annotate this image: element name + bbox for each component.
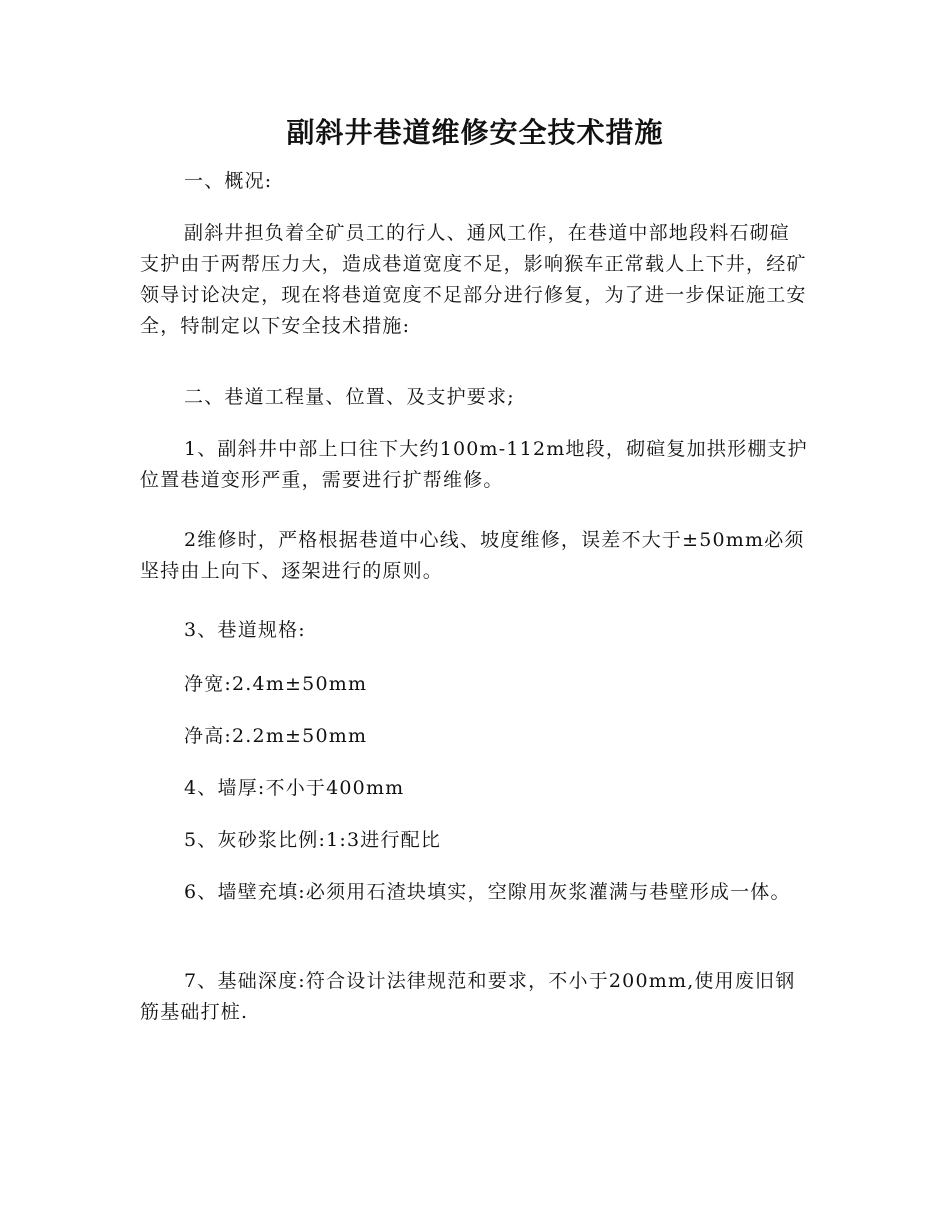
requirement-item-4: 4、墙厚:不小于400mm	[184, 777, 405, 799]
document-title: 副斜井巷道维修安全技术措施	[286, 116, 664, 149]
requirement-item-1: 1、副斜井中部上口往下大约100m-112m地段，砌碹复加拱形棚支护位置巷道变形严重，需要进行扩帮维修。	[140, 438, 808, 491]
requirement-item-2: 2维修时，严格根据巷道中心线、坡度维修，误差不大于±50mm必须坚持由上向下、逐架进行的原则。	[140, 529, 805, 582]
spec-net-height: 净高:2.2m±50mm	[184, 725, 368, 747]
section-heading-requirements: 二、巷道工程量、位置、及支护要求;	[184, 386, 515, 408]
requirement-item-3: 3、巷道规格:	[184, 619, 306, 641]
spec-net-width: 净宽:2.4m±50mm	[184, 673, 368, 695]
requirement-item-6: 6、墙壁充填:必须用石渣块填实，空隙用灰浆灌满与巷壁形成一体。	[184, 881, 791, 903]
section-heading-overview: 一、概况:	[184, 170, 273, 192]
requirement-item-7: 7、基础深度:符合设计法律规范和要求，不小于200mm,使用废旧钢筋基础打桩.	[140, 970, 796, 1023]
requirement-item-5: 5、灰砂浆比例:1:3进行配比	[184, 829, 442, 851]
overview-paragraph: 副斜井担负着全矿员工的行人、通风工作，在巷道中部地段料石砌碹支护由于两帮压力大，造成巷道宽度不足，影响猴车正常载人上下井，经矿领导讨论决定，现在将巷道宽度不足部分进行修复，为了进一步保证施工安全，特制定以下安全技术措施:	[140, 222, 807, 337]
